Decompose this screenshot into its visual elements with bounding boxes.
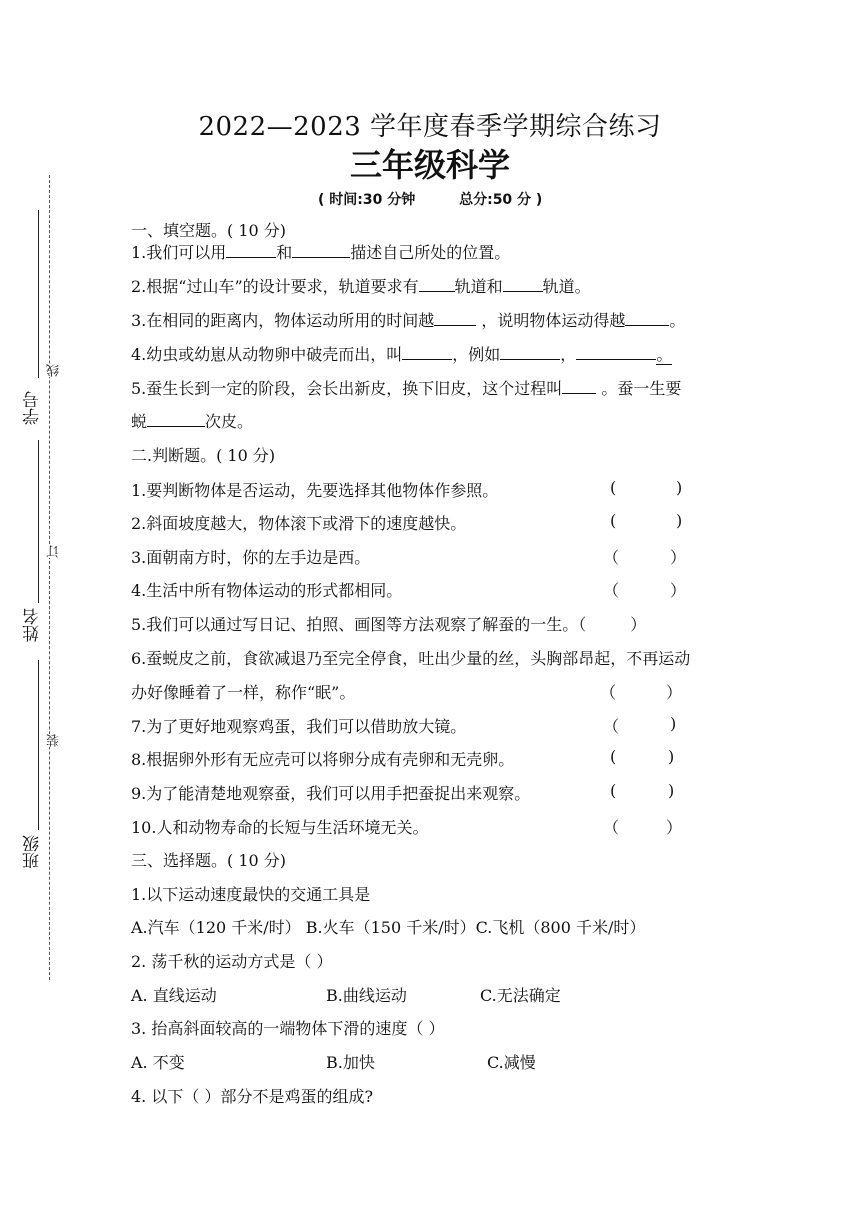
section3-heading: 三、选择题。( 10 分) [131, 851, 287, 870]
bind-mark-line: 线 [47, 364, 62, 377]
answer-blank[interactable] [625, 309, 669, 326]
choice-question-1-options: A.汽车（120 千米/时） B.火车（150 千米/时）C.飞机（800 千米/时） [131, 918, 646, 937]
judge-item-5: 5.我们可以通过写日记、拍照、画图等方法观察了解蚕的一生。（ ） [131, 615, 647, 634]
answer-paren-left: （ [603, 717, 620, 736]
choice-question-4: 4. 以下（ ）部分不是鸡蛋的组成? [131, 1087, 374, 1106]
choice-q2-option-a: A. 直线运动 [131, 986, 217, 1005]
choice-question-1: 1.以下运动速度最快的交通工具是 [131, 885, 371, 904]
answer-blank[interactable] [434, 309, 476, 326]
id-label: 学号 [23, 391, 43, 425]
answer-paren-right: ) [676, 511, 683, 530]
section1-heading: 一、填空题。( 10 分) [131, 221, 287, 240]
judge-item-9: 9.为了能清楚地观察蚕，我们可以用手把蚕捉出来观察。 [131, 784, 531, 803]
exam-title: 2022—2023 学年度春季学期综合练习 [198, 112, 662, 142]
choice-q3-option-b: B.加快 [326, 1053, 375, 1072]
answer-paren-right: ) [676, 478, 683, 497]
name-label: 姓名 [23, 608, 43, 642]
answer-blank[interactable] [562, 377, 596, 394]
choice-q3-option-a: A. 不变 [131, 1053, 185, 1072]
answer-blank[interactable] [292, 241, 350, 258]
class-label: 班级 [23, 835, 43, 869]
exam-meta: ( 时间:30 分钟 总分:50 分 ) [318, 192, 543, 208]
answer-paren-right: ） [670, 581, 687, 600]
judge-item-6: 6.蚕蜕皮之前，食欲减退乃至完全停食，吐出少量的丝，头胸部昂起，不再运动 [131, 649, 691, 668]
answer-paren-right: ) [668, 781, 675, 800]
answer-blank[interactable] [500, 343, 560, 360]
judge-item-7: 7.为了更好地观察鸡蛋，我们可以借助放大镜。 [131, 717, 467, 736]
answer-paren-left: （ [603, 581, 620, 600]
answer-blank[interactable] [576, 343, 656, 360]
answer-blank[interactable] [402, 343, 452, 360]
judge-item-3: 3.面朝南方时，你的左手边是西。 [131, 548, 371, 567]
fill-question-5: 5.蚕生长到一定的阶段，会长出新皮，换下旧皮，这个过程叫 。蚕一生要 [131, 379, 682, 398]
answer-paren-left: ( [610, 511, 617, 530]
choice-question-2: 2. 荡千秋的运动方式是（ ） [131, 952, 333, 971]
judge-item-6-cont: 办好像睡着了一样，称作“眠”。 [131, 683, 356, 702]
answer-blank[interactable] [503, 275, 543, 292]
bind-mark-zhuang: 装 [47, 734, 62, 747]
judge-item-1: 1.要判断物体是否运动，先要选择其他物体作参照。 [131, 481, 499, 500]
answer-paren-right: ） [666, 818, 683, 837]
exam-subject: 三年级科学 [349, 146, 510, 184]
answer-blank[interactable] [419, 275, 455, 292]
answer-paren-left: （ [603, 818, 620, 837]
answer-paren-right: ) [668, 747, 675, 766]
choice-q3-option-c: C.减慢 [487, 1053, 536, 1072]
judge-item-2: 2.斜面坡度越大，物体滚下或滑下的速度越快。 [131, 514, 467, 533]
judge-item-4: 4.生活中所有物体运动的形式都相同。 [131, 581, 403, 600]
fill-question-4: 4.幼虫或幼崽从动物卵中破壳而出，叫 ，例如 ， 。 [131, 345, 673, 364]
fill-question-5-cont: 蜕 次皮。 [131, 412, 254, 431]
answer-paren-left: （ [603, 548, 620, 567]
judge-item-10: 10.人和动物寿命的长短与生活环境无关。 [131, 818, 429, 837]
choice-q2-option-c: C.无法确定 [480, 986, 561, 1005]
binding-dashed-line [49, 175, 50, 980]
name-underline [38, 440, 39, 603]
section2-heading: 二.判断题。( 10 分) [131, 446, 276, 465]
fill-question-1: 1.我们可以用 和 描述自己所处的位置。 [131, 243, 511, 262]
answer-paren-left: ( [610, 747, 617, 766]
answer-paren-left: （ [600, 683, 617, 702]
answer-blank[interactable] [147, 410, 205, 427]
answer-blank[interactable] [226, 241, 276, 258]
id-underline [38, 210, 39, 378]
answer-paren-right: ） [670, 548, 687, 567]
fill-question-2: 2.根据“过山车”的设计要求，轨道要求有 轨道和 轨道。 [131, 277, 591, 296]
judge-item-8: 8.根据卵外形有无应壳可以将卵分成有壳卵和无壳卵。 [131, 750, 515, 769]
fill-question-3: 3.在相同的距离内，物体运动所用的时间越 ，说明物体运动得越 。 [131, 311, 686, 330]
class-underline [38, 660, 39, 830]
choice-q2-option-b: B.曲线运动 [326, 986, 407, 1005]
answer-paren-right: ） [666, 683, 683, 702]
choice-question-3: 3. 抬高斜面较高的一端物体下滑的速度（ ） [131, 1019, 445, 1038]
answer-paren-right: ) [670, 714, 677, 733]
answer-paren-left: ( [610, 478, 617, 497]
answer-paren-left: ( [610, 781, 617, 800]
bind-mark-ding: 订 [47, 545, 62, 558]
